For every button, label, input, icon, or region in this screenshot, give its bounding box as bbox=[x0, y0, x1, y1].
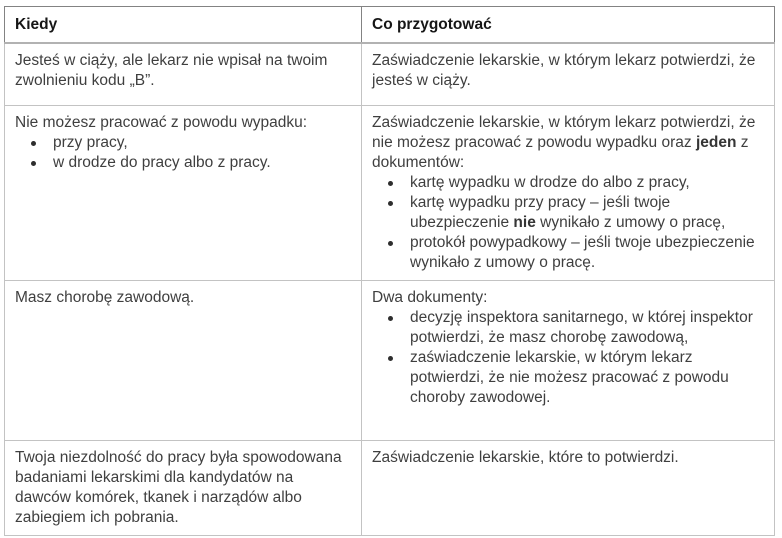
bullet-text: kartę wypadku przy pracy – jeśli twoje ubezpieczenie bbox=[410, 193, 671, 231]
cell-row4-kiedy bbox=[5, 440, 362, 535]
cell-intro bbox=[372, 113, 764, 173]
intro-text: z dokumentów: bbox=[372, 133, 749, 171]
bullet-list bbox=[372, 173, 764, 273]
list-item: w drodze do pracy albo z pracy. bbox=[15, 153, 351, 173]
list-item bbox=[372, 193, 764, 233]
bullet-list bbox=[15, 133, 351, 173]
cell-row2-kiedy bbox=[5, 105, 362, 280]
list-item bbox=[372, 233, 764, 273]
table-row bbox=[5, 440, 775, 535]
cell-row3-co-przygotowac bbox=[362, 280, 775, 440]
cell-text: Twoja niezdolność do pracy była spowodowana badaniami lekarskimi dla kandydatów na dawców komórek, tkanek i narządów albo zabiegiem ich pobrania. bbox=[15, 448, 342, 526]
cell-text: Zaświadczenie lekarskie, w którym lekarz potwierdzi, że jesteś w ciąży. bbox=[372, 52, 756, 89]
cell-row3-kiedy bbox=[5, 280, 362, 440]
documents-table bbox=[4, 6, 775, 536]
table-row bbox=[5, 280, 775, 440]
cell-row1-co-przygotowac bbox=[362, 43, 775, 105]
cell-text: Jesteś w ciąży, ale lekarz nie wpisał na twoim zwolnieniu kodu „B”. bbox=[15, 52, 328, 89]
cell-text: Masz chorobę zawodową. bbox=[15, 288, 195, 306]
table-row bbox=[5, 105, 775, 280]
bullet-bold-text: nie bbox=[513, 213, 536, 231]
cell-row1-kiedy bbox=[5, 43, 362, 105]
list-item: zaświadczenie lekarskie, w którym lekarz potwierdzi, że nie możesz pracować z powodu choroby zawodowej. bbox=[372, 348, 764, 408]
col-header-co-przygotowac: Co przygotować bbox=[362, 7, 775, 44]
bullet-list bbox=[372, 308, 764, 408]
table-header-row bbox=[5, 7, 775, 44]
cell-row2-co-przygotowac bbox=[362, 105, 775, 280]
cell-intro: Nie możesz pracować z powodu wypadku: bbox=[15, 113, 308, 131]
table-row bbox=[5, 43, 775, 105]
bullet-text: protokół powypadkowy – jeśli twoje ubezpieczenie wynikało z umowy o pracę. bbox=[410, 233, 755, 271]
intro-bold-text: jeden bbox=[695, 133, 737, 151]
cell-intro: Dwa dokumenty: bbox=[372, 288, 488, 306]
bullet-text: wynikało z umowy o pracę, bbox=[535, 213, 726, 231]
cell-text: Zaświadczenie lekarskie, które to potwierdzi. bbox=[372, 448, 679, 466]
list-item: decyzję inspektora sanitarnego, w której inspektor potwierdzi, że masz chorobę zawodową, bbox=[372, 308, 764, 348]
bullet-text: kartę wypadku w drodze do albo z pracy, bbox=[410, 173, 690, 191]
list-item bbox=[372, 173, 764, 193]
cell-row4-co-przygotowac bbox=[362, 440, 775, 535]
col-header-kiedy: Kiedy bbox=[5, 7, 362, 44]
list-item: przy pracy, bbox=[15, 133, 351, 153]
intro-text: Zaświadczenie lekarskie, w którym lekarz potwierdzi, że nie możesz pracować z powodu wypadku oraz bbox=[372, 113, 756, 151]
